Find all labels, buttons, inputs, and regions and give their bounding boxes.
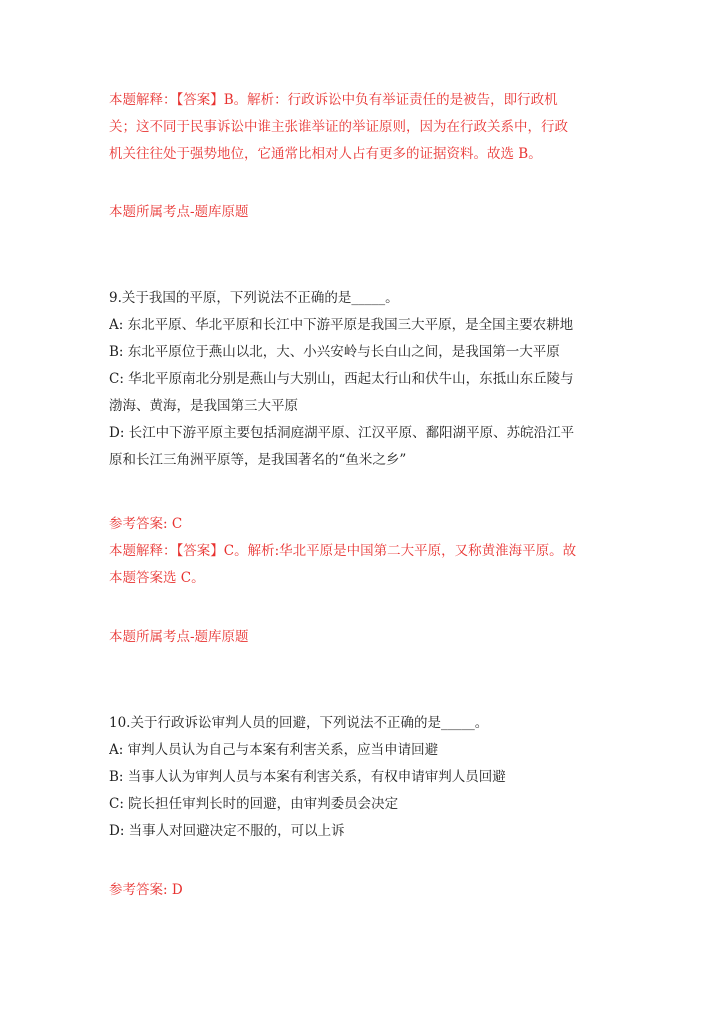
- source-line: 本题所属考点-题库原题: [109, 204, 249, 220]
- option-line: A: 审判人员认为自己与本案有利害关系，应当申请回避: [109, 742, 439, 758]
- explanation-line: 关；这不同于民事诉讼中谁主张谁举证的举证原则，因为在行政关系中，行政: [109, 119, 568, 135]
- option-line: D: 长江中下游平原主要包括洞庭湖平原、江汉平原、鄱阳湖平原、苏皖沿江平: [109, 425, 575, 441]
- option-line: D: 当事人对回避决定不服的，可以上诉: [109, 823, 345, 839]
- source-line: 本题所属考点-题库原题: [109, 629, 249, 645]
- question-stem: 9.关于我国的平原，下列说法不正确的是_____。: [109, 290, 399, 306]
- option-line: C: 院长担任审判长时的回避，由审判委员会决定: [109, 796, 399, 812]
- option-line: 原和长江三角洲平原等，是我国著名的“鱼米之乡”: [109, 452, 407, 468]
- option-line: C: 华北平原南北分别是燕山与大别山，西起太行山和伏牛山，东抵山东丘陵与: [109, 371, 574, 387]
- q9-source: [109, 624, 614, 651]
- q10-answer-block: [109, 877, 614, 904]
- option-line: 渤海、黄海，是我国第三大平原: [109, 398, 298, 414]
- prev-explanation: [109, 87, 614, 168]
- explanation-line: 机关往往处于强势地位，它通常比相对人占有更多的证据资料。故选 B。: [109, 146, 542, 162]
- answer-line: 参考答案: C: [109, 516, 183, 532]
- explanation-line: 本题解释：【答案】B。解析：行政诉讼中负有举证责任的是被告，即行政机: [109, 92, 558, 108]
- question-stem: 10.关于行政诉讼审判人员的回避，下列说法不正确的是_____。: [109, 715, 489, 731]
- explanation-line: 本题答案选 C。: [109, 570, 205, 586]
- question-10: [109, 710, 614, 845]
- option-line: B: 东北平原位于燕山以北，大、小兴安岭与长白山之间，是我国第一大平原: [109, 344, 560, 360]
- q9-answer-block: [109, 511, 614, 592]
- answer-line: 参考答案: D: [109, 882, 183, 898]
- option-line: B: 当事人认为审判人员与本案有利害关系，有权申请审判人员回避: [109, 769, 506, 785]
- option-line: A: 东北平原、华北平原和长江中下游平原是我国三大平原，是全国主要农耕地: [109, 317, 574, 333]
- prev-source: [109, 199, 614, 226]
- explanation-line: 本题解释：【答案】C。解析:华北平原是中国第二大平原，又称黄淮海平原。故: [109, 543, 577, 559]
- question-9: [109, 285, 614, 474]
